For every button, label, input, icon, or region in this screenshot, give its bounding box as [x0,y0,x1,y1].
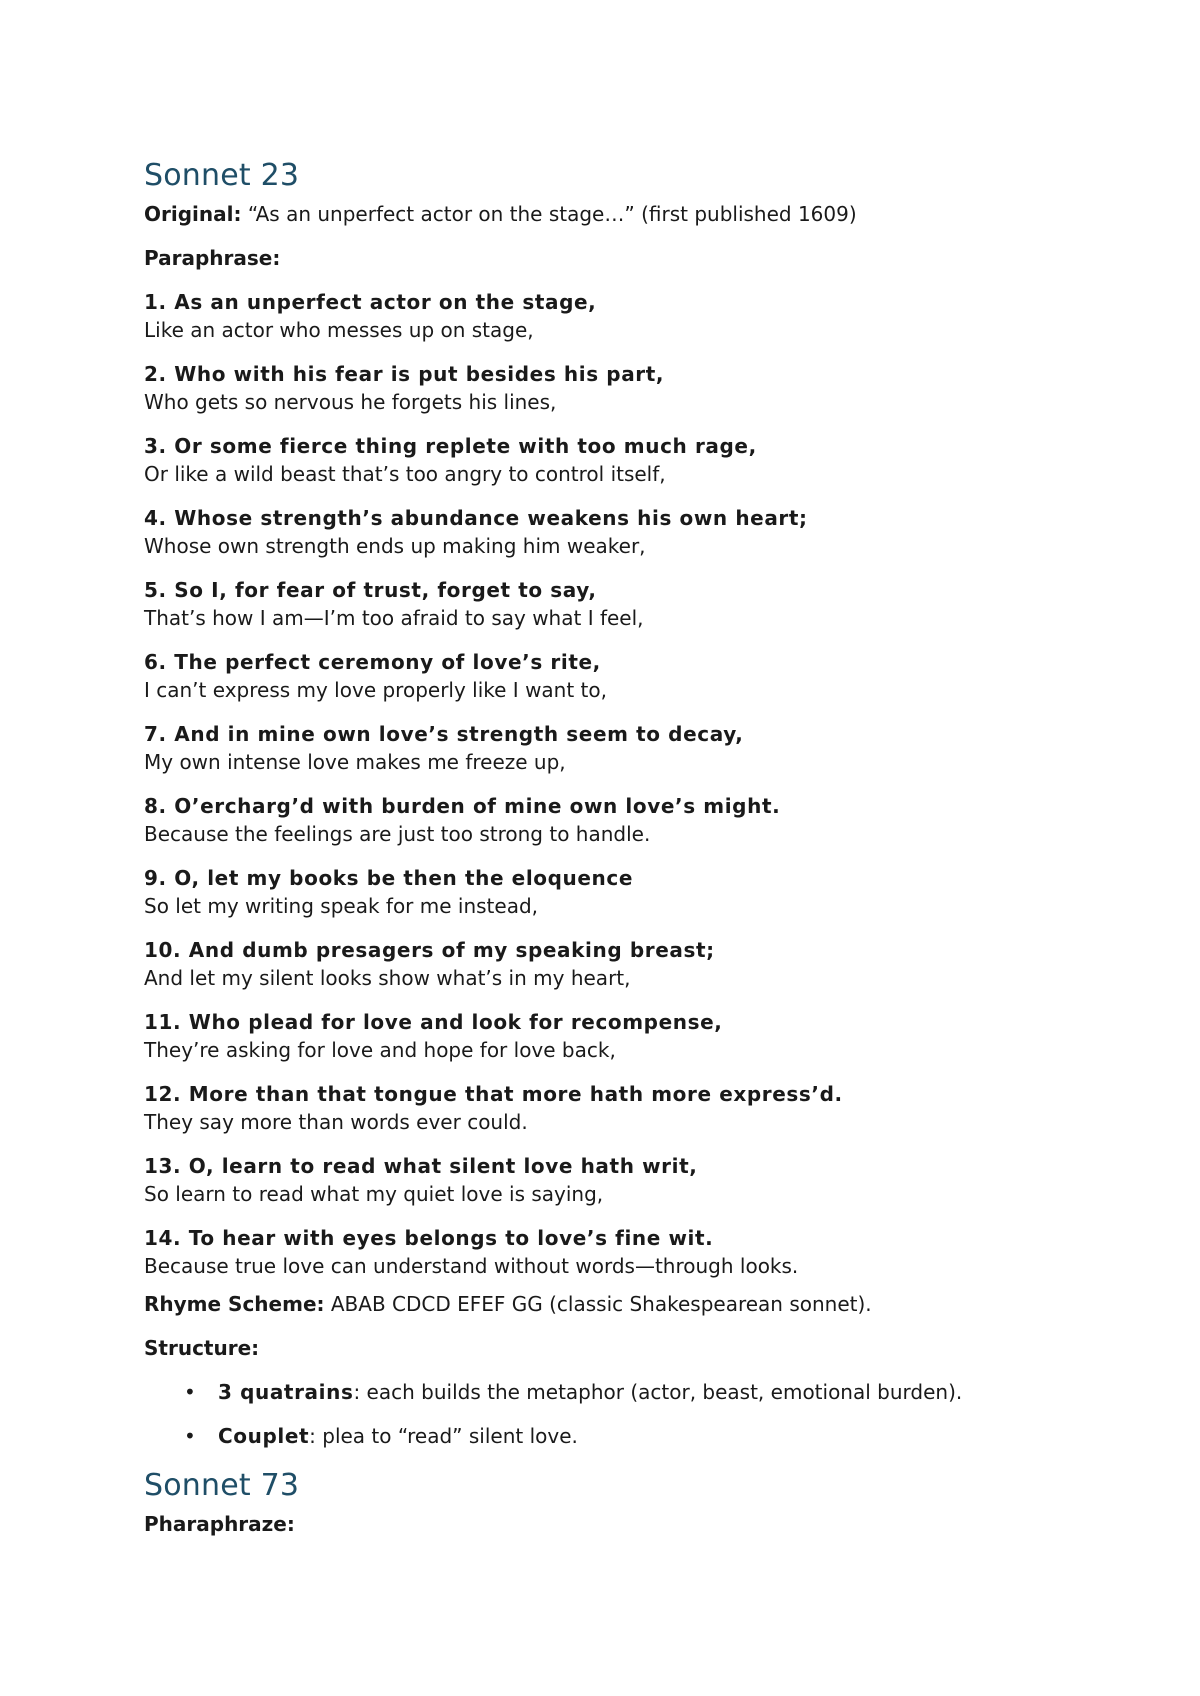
sonnet-line [144,864,1084,920]
line-original: 6. The perfect ceremony of love’s rite, [144,650,601,674]
line-original: 5. So I, for fear of trust, forget to say, [144,578,597,602]
sonnet-lines [144,288,1084,1280]
line-paraphrase: Who gets so nervous he forgets his lines, [144,390,557,414]
line-original: 10. And dumb presagers of my speaking breast; [144,938,715,962]
sonnet-line [144,1152,1084,1208]
line-paraphrase: Like an actor who messes up on stage, [144,318,534,342]
sonnet-line [144,792,1084,848]
line-paraphrase: They say more than words ever could. [144,1110,528,1134]
line-paraphrase: Whose own strength ends up making him weaker, [144,534,646,558]
sonnet-line [144,576,1084,632]
sonnet-line [144,1008,1084,1064]
line-paraphrase: Or like a wild beast that’s too angry to control itself, [144,462,666,486]
sonnet-line [144,1080,1084,1136]
line-paraphrase: So learn to read what my quiet love is saying, [144,1182,604,1206]
line-original: 4. Whose strength’s abundance weakens his own heart; [144,506,808,530]
line-paraphrase: Because true love can understand without words—through looks. [144,1254,799,1278]
sonnet-23-heading: Sonnet 23 [144,158,300,193]
line-original: 13. O, learn to read what silent love hath writ, [144,1154,698,1178]
line-original: 11. Who plead for love and look for recompense, [144,1010,723,1034]
paraphrase-label: Paraphrase: [144,246,281,270]
sonnet-line [144,504,1084,560]
structure-text: : plea to “read” silent love. [309,1424,578,1448]
sonnet-line [144,648,1084,704]
line-original: 1. As an unperfect actor on the stage, [144,290,597,314]
line-original: 2. Who with his fear is put besides his part, [144,362,665,386]
sonnet-line [144,1224,1084,1280]
line-original: 9. O, let my books be then the eloquence [144,866,634,890]
line-paraphrase: I can’t express my love properly like I want to, [144,678,607,702]
rhyme-scheme [144,1290,1084,1318]
sonnet-line [144,360,1084,416]
line-paraphrase: So let my writing speak for me instead, [144,894,539,918]
original-line [144,200,1084,228]
structure-term: Couplet [218,1424,310,1448]
line-original: 7. And in mine own love’s strength seem to decay, [144,722,744,746]
bullet-icon: • [184,1380,196,1404]
rhyme-scheme-label: Rhyme Scheme: [144,1292,325,1316]
document-page [144,156,1084,1538]
original-text: “As an unperfect actor on the stage…” (first published 1609) [241,202,857,226]
line-original: 12. More than that tongue that more hath more express’d. [144,1082,843,1106]
list-item [144,1378,1084,1406]
sonnet-line [144,432,1084,488]
sonnet-line [144,720,1084,776]
line-paraphrase: And let my silent looks show what’s in my heart, [144,966,631,990]
sonnet-line [144,936,1084,992]
structure-text: : each builds the metaphor (actor, beast, emotional burden). [353,1380,963,1404]
line-paraphrase: That’s how I am—I’m too afraid to say what I feel, [144,606,644,630]
sonnet-73-heading: Sonnet 73 [144,1468,300,1503]
line-original: 3. Or some fierce thing replete with too much rage, [144,434,757,458]
line-original: 8. O’ercharg’d with burden of mine own love’s might. [144,794,781,818]
line-paraphrase: Because the feelings are just too strong to handle. [144,822,651,846]
structure-label: Structure: [144,1336,260,1360]
line-paraphrase: My own intense love makes me freeze up, [144,750,566,774]
rhyme-scheme-text: ABAB CDCD EFEF GG (classic Shakespearean sonnet). [324,1292,872,1316]
structure-list [144,1378,1084,1450]
sonnet-line [144,288,1084,344]
pharaphraze-label: Pharaphraze: [144,1512,295,1536]
line-paraphrase: They’re asking for love and hope for love back, [144,1038,616,1062]
original-label: Original: [144,202,242,226]
line-original: 14. To hear with eyes belongs to love’s fine wit. [144,1226,714,1250]
bullet-icon: • [184,1424,196,1448]
structure-term: 3 quatrains [218,1380,354,1404]
list-item [144,1422,1084,1450]
